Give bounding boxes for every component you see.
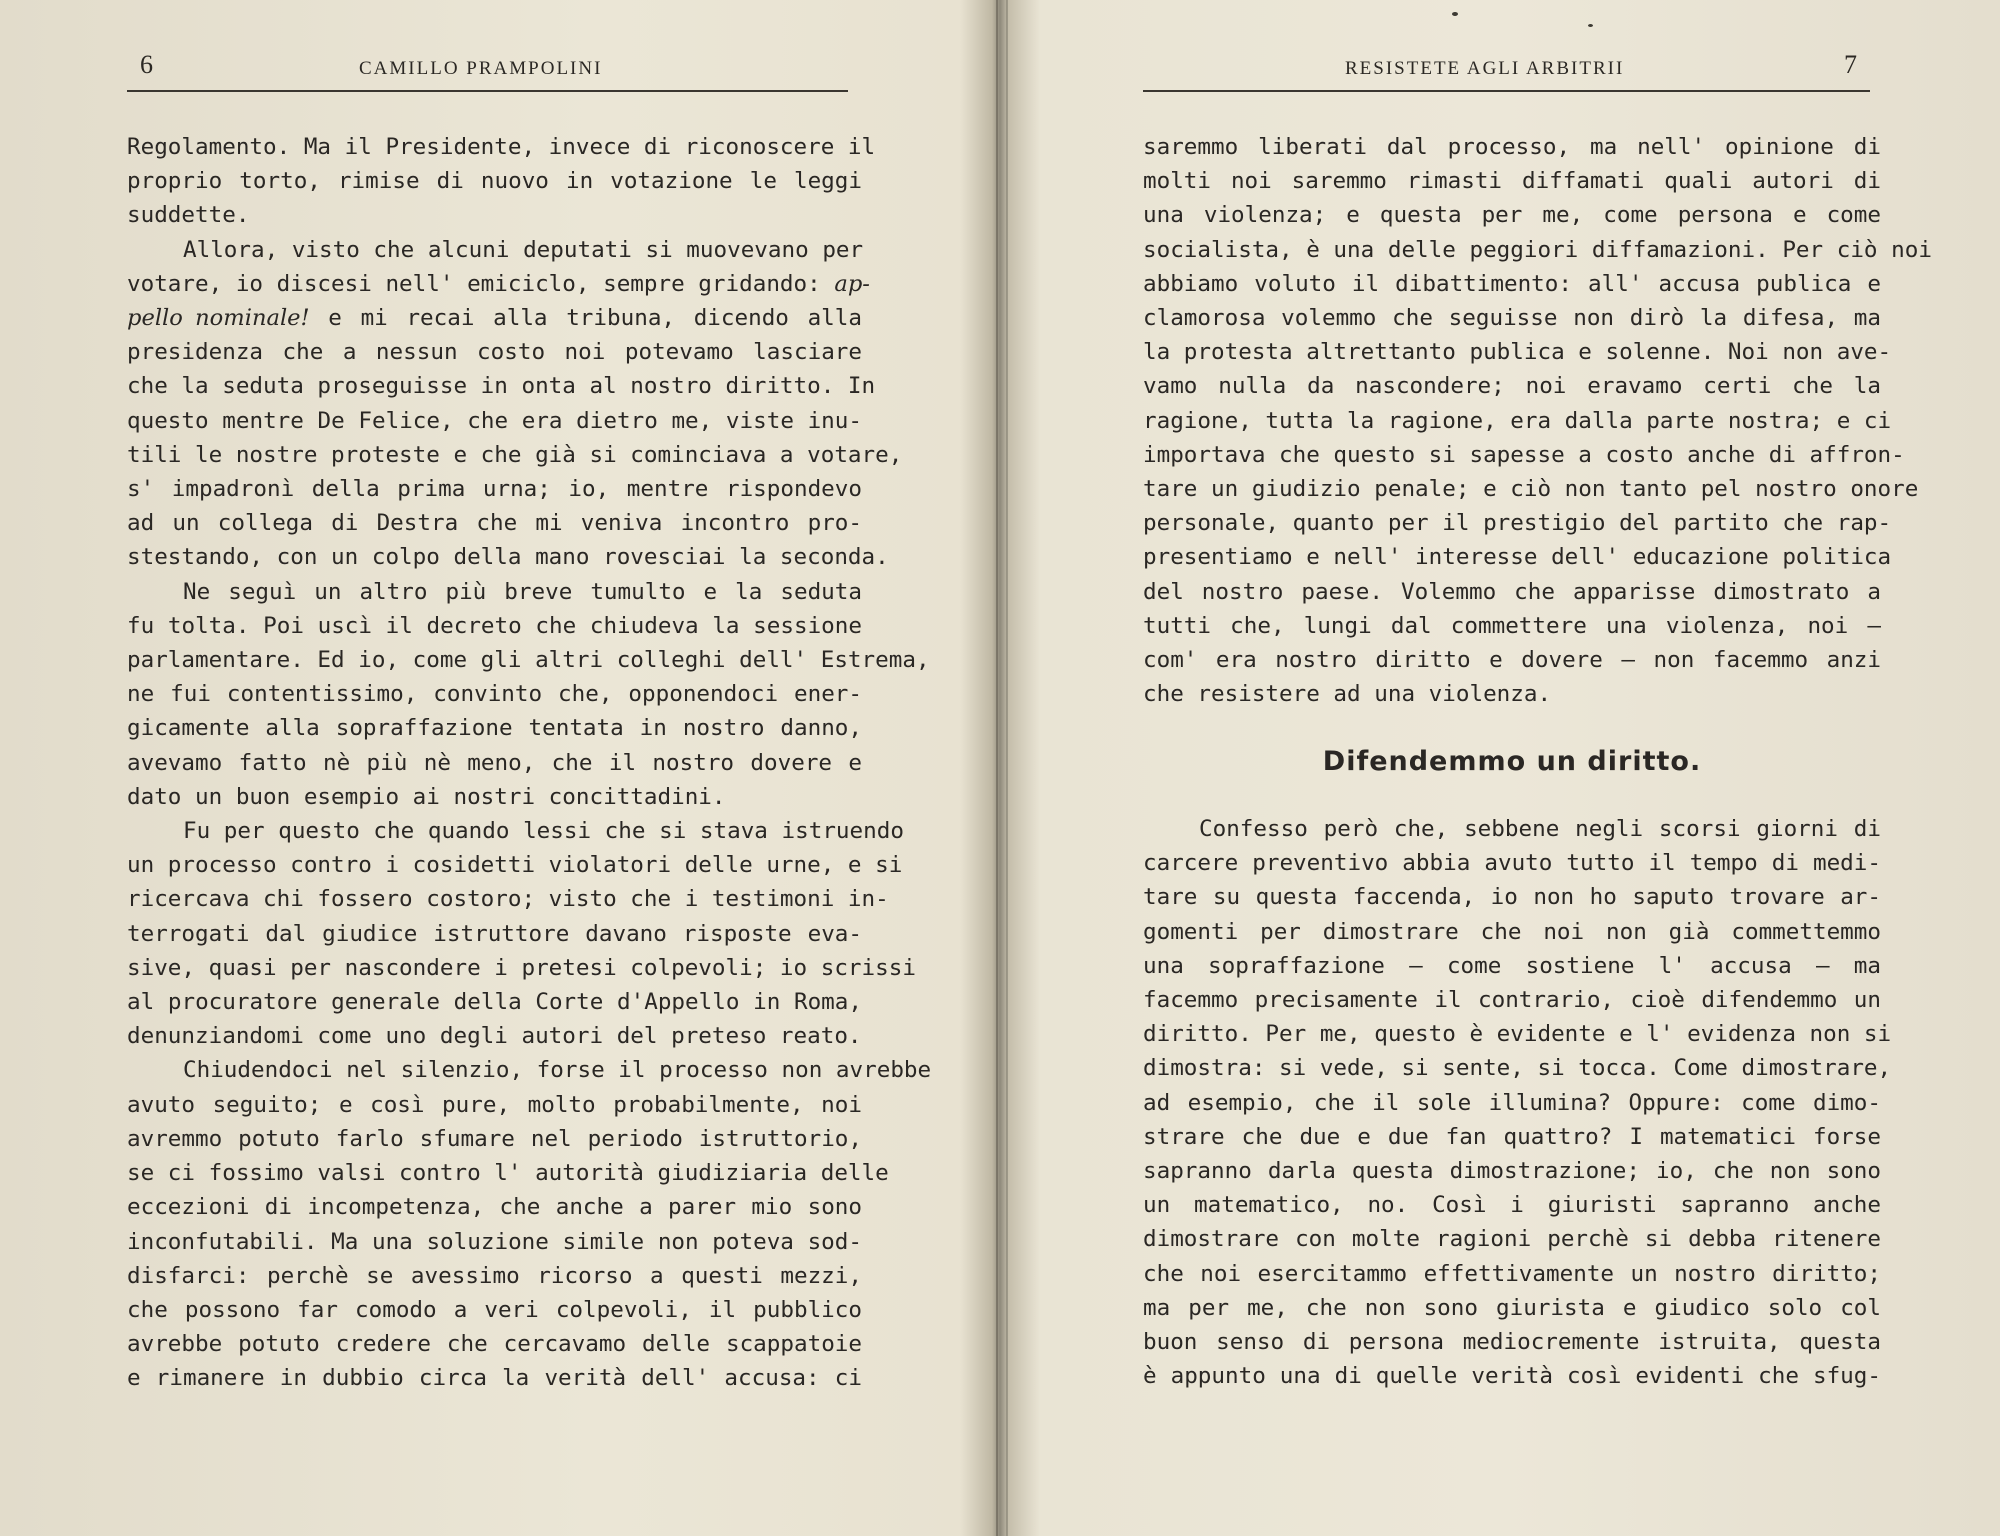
right-body-text-top <box>1143 130 1932 711</box>
right-page-number: 7 <box>1844 50 1857 79</box>
text-line: ma per me, che non sono giurista e giudico solo col <box>1143 1294 1881 1321</box>
ink-speck <box>1588 24 1593 27</box>
text-line: gicamente alla sopraffazione tentata in nostro danno, <box>127 715 862 742</box>
text-line: che la seduta proseguisse in onta al nostro diritto. In <box>127 373 876 400</box>
text-line: molti noi saremmo rimasti diffamati quali autori di <box>1143 168 1881 195</box>
text-line: gomenti per dimostrare che noi non già commettemmo <box>1143 918 1881 945</box>
left-page-number: 6 <box>140 50 153 79</box>
left-running-head <box>127 52 848 92</box>
text-line: Ne seguì un altro più breve tumulto e la seduta <box>183 578 862 605</box>
text-line: ad un collega di Destra che mi veniva incontro pro- <box>127 510 862 537</box>
text-line: e rimanere in dubbio circa la verità dell' accusa: ci <box>127 1365 862 1392</box>
text-line: tili le nostre proteste e che già si cominciava a votare, <box>127 441 903 468</box>
text-line: com' era nostro diritto e dovere — non facemmo anzi <box>1143 647 1881 674</box>
text-line: proprio torto, rimise di nuovo in votazione le leggi <box>127 168 862 195</box>
text-line: inconfutabili. Ma una soluzione simile non poteva sod- <box>127 1228 862 1255</box>
text-line: la protesta altrettanto publica e solenne. Noi non ave- <box>1143 339 1892 366</box>
text-line: carcere preventivo abbia avuto tutto il tempo di medi- <box>1143 850 1881 877</box>
text-line: stestando, con un colpo della mano rovesciai la seconda. <box>127 544 889 571</box>
text-line: facemmo precisamente il contrario, cioè difendemmo un <box>1143 987 1881 1014</box>
text-line: presentiamo e nell' interesse dell' educazione politica <box>1143 544 1892 571</box>
text-line: Chiudendoci nel silenzio, forse il processo non avrebbe <box>183 1057 932 1084</box>
text-line: socialista, è una delle peggiori diffamazioni. Per ciò noi <box>1143 236 1932 263</box>
text-line: ricercava chi fossero costoro; visto che i testimoni in- <box>127 886 889 913</box>
text-line: del nostro paese. Volemmo che apparisse dimostrato a <box>1143 578 1881 605</box>
text-line: Fu per questo che quando lessi che si stava istruendo <box>183 818 904 845</box>
right-page <box>1000 0 2000 1536</box>
text-line: sive, quasi per nascondere i pretesi colpevoli; io scrissi <box>127 954 916 981</box>
text-line: al procuratore generale della Corte d'Appello in Roma, <box>127 989 862 1016</box>
text-line: che possono far comodo a veri colpevoli, il pubblico <box>127 1296 862 1323</box>
text-line: terrogati dal giudice istruttore davano risposte eva- <box>127 920 862 947</box>
text-line: vamo nulla da nascondere; noi eravamo certi che la <box>1143 373 1881 400</box>
text-line: disfarci: perchè se avessimo ricorso a questi mezzi, <box>127 1262 862 1289</box>
text-line: abbiamo voluto il dibattimento: all' accusa publica e <box>1143 270 1881 297</box>
text-line: Confesso però che, sebbene negli scorsi giorni di <box>1199 816 1881 842</box>
text-line: che resistere ad una violenza. <box>1143 681 1552 708</box>
text-line: clamorosa volemmo che seguisse non dirò la difesa, ma <box>1143 305 1881 332</box>
text-line: tare su questa faccenda, io non ho saputo trovare ar- <box>1143 884 1881 911</box>
text-line: buon senso di persona mediocremente istruita, questa <box>1143 1329 1881 1356</box>
section-heading: Difendemmo un diritto. <box>1322 746 1702 777</box>
text-line: s' impadronì della prima urna; io, mentre rispondevo <box>127 476 862 503</box>
text-line: che noi esercitammo effettivamente un nostro diritto; <box>1143 1260 1881 1287</box>
text-line: una violenza; e questa per me, come persona e come <box>1143 202 1881 229</box>
text-line: questo mentre De Felice, che era dietro me, viste inu- <box>127 407 862 434</box>
text-line: suddette. <box>127 202 250 229</box>
text-line: Allora, visto che alcuni deputati si muovevano per <box>183 236 864 263</box>
text-line: personale, quanto per il prestigio del partito che rap- <box>1143 510 1892 537</box>
text-line: denunziandomi come uno degli autori del preteso reato. <box>127 1023 862 1050</box>
text-line: una sopraffazione — come sostiene l' accusa — ma <box>1143 952 1881 979</box>
left-body-text <box>127 130 932 1396</box>
text-line: un matematico, no. Così i giuristi sapranno anche <box>1143 1192 1881 1219</box>
text-line: eccezioni di incompetenza, che anche a parer mio sono <box>127 1194 862 1221</box>
text-line: saremmo liberati dal processo, ma nell' opinione di <box>1143 134 1881 160</box>
text-line: ragione, tutta la ragione, era dalla parte nostra; e ci <box>1143 407 1892 434</box>
text-line: tare un giudizio penale; e ciò non tanto pel nostro onore <box>1143 476 1919 503</box>
text-line: un processo contro i cosidetti violatori delle urne, e si <box>127 852 903 879</box>
text-line: fu tolta. Poi uscì il decreto che chiudeva la sessione <box>127 612 862 639</box>
text-line: votare, io discesi nell' emiciclo, sempre gridando: ap- <box>127 270 870 297</box>
left-running-title: CAMILLO PRAMPOLINI <box>359 58 603 79</box>
text-line: avuto seguito; e così pure, molto probabilmente, noi <box>127 1091 862 1118</box>
text-line: avevamo fatto nè più nè meno, che il nostro dovere e <box>127 749 862 776</box>
text-line: se ci fossimo valsi contro l' autorità giudiziaria delle <box>127 1160 889 1187</box>
text-line: diritto. Per me, questo è evidente e l' evidenza non si <box>1143 1021 1892 1048</box>
text-line: pello nominale! e mi recai alla tribuna, dicendo alla <box>127 305 862 332</box>
text-line: ad esempio, che il sole illumina? Oppure: come dimo- <box>1143 1089 1881 1116</box>
text-line: tutti che, lungi dal commettere una violenza, noi — <box>1143 612 1881 639</box>
right-running-title: RESISTETE AGLI ARBITRII <box>1345 58 1625 79</box>
text-line: importava che questo si sapesse a costo anche di affron- <box>1143 441 1905 468</box>
text-line: Regolamento. Ma il Presidente, invece di riconoscere il <box>127 134 876 160</box>
right-running-head <box>1143 52 1870 92</box>
text-line: ne fui contentissimo, convinto che, opponendoci ener- <box>127 681 862 708</box>
text-line: presidenza che a nessun costo noi potevamo lasciare <box>127 339 862 366</box>
text-line: dimostrare con molte ragioni perchè si debba ritenere <box>1143 1226 1881 1253</box>
ink-speck <box>1452 12 1458 16</box>
text-line: strare che due e due fan quattro? I matematici forse <box>1143 1123 1881 1150</box>
text-line: è appunto una di quelle verità così evidenti che sfug- <box>1143 1363 1881 1390</box>
text-line: dato un buon esempio ai nostri concittadini. <box>127 783 726 810</box>
text-line: avremmo potuto farlo sfumare nel periodo istruttorio, <box>127 1125 862 1152</box>
text-line: dimostra: si vede, si sente, si tocca. Come dimostrare, <box>1143 1055 1892 1082</box>
text-line: avrebbe potuto credere che cercavamo delle scappatoie <box>127 1331 862 1358</box>
text-line: sapranno darla questa dimostrazione; io, che non sono <box>1143 1158 1881 1185</box>
right-body-text-bottom <box>1143 812 1892 1393</box>
text-line: parlamentare. Ed io, come gli altri colleghi dell' Estrema, <box>127 647 930 674</box>
